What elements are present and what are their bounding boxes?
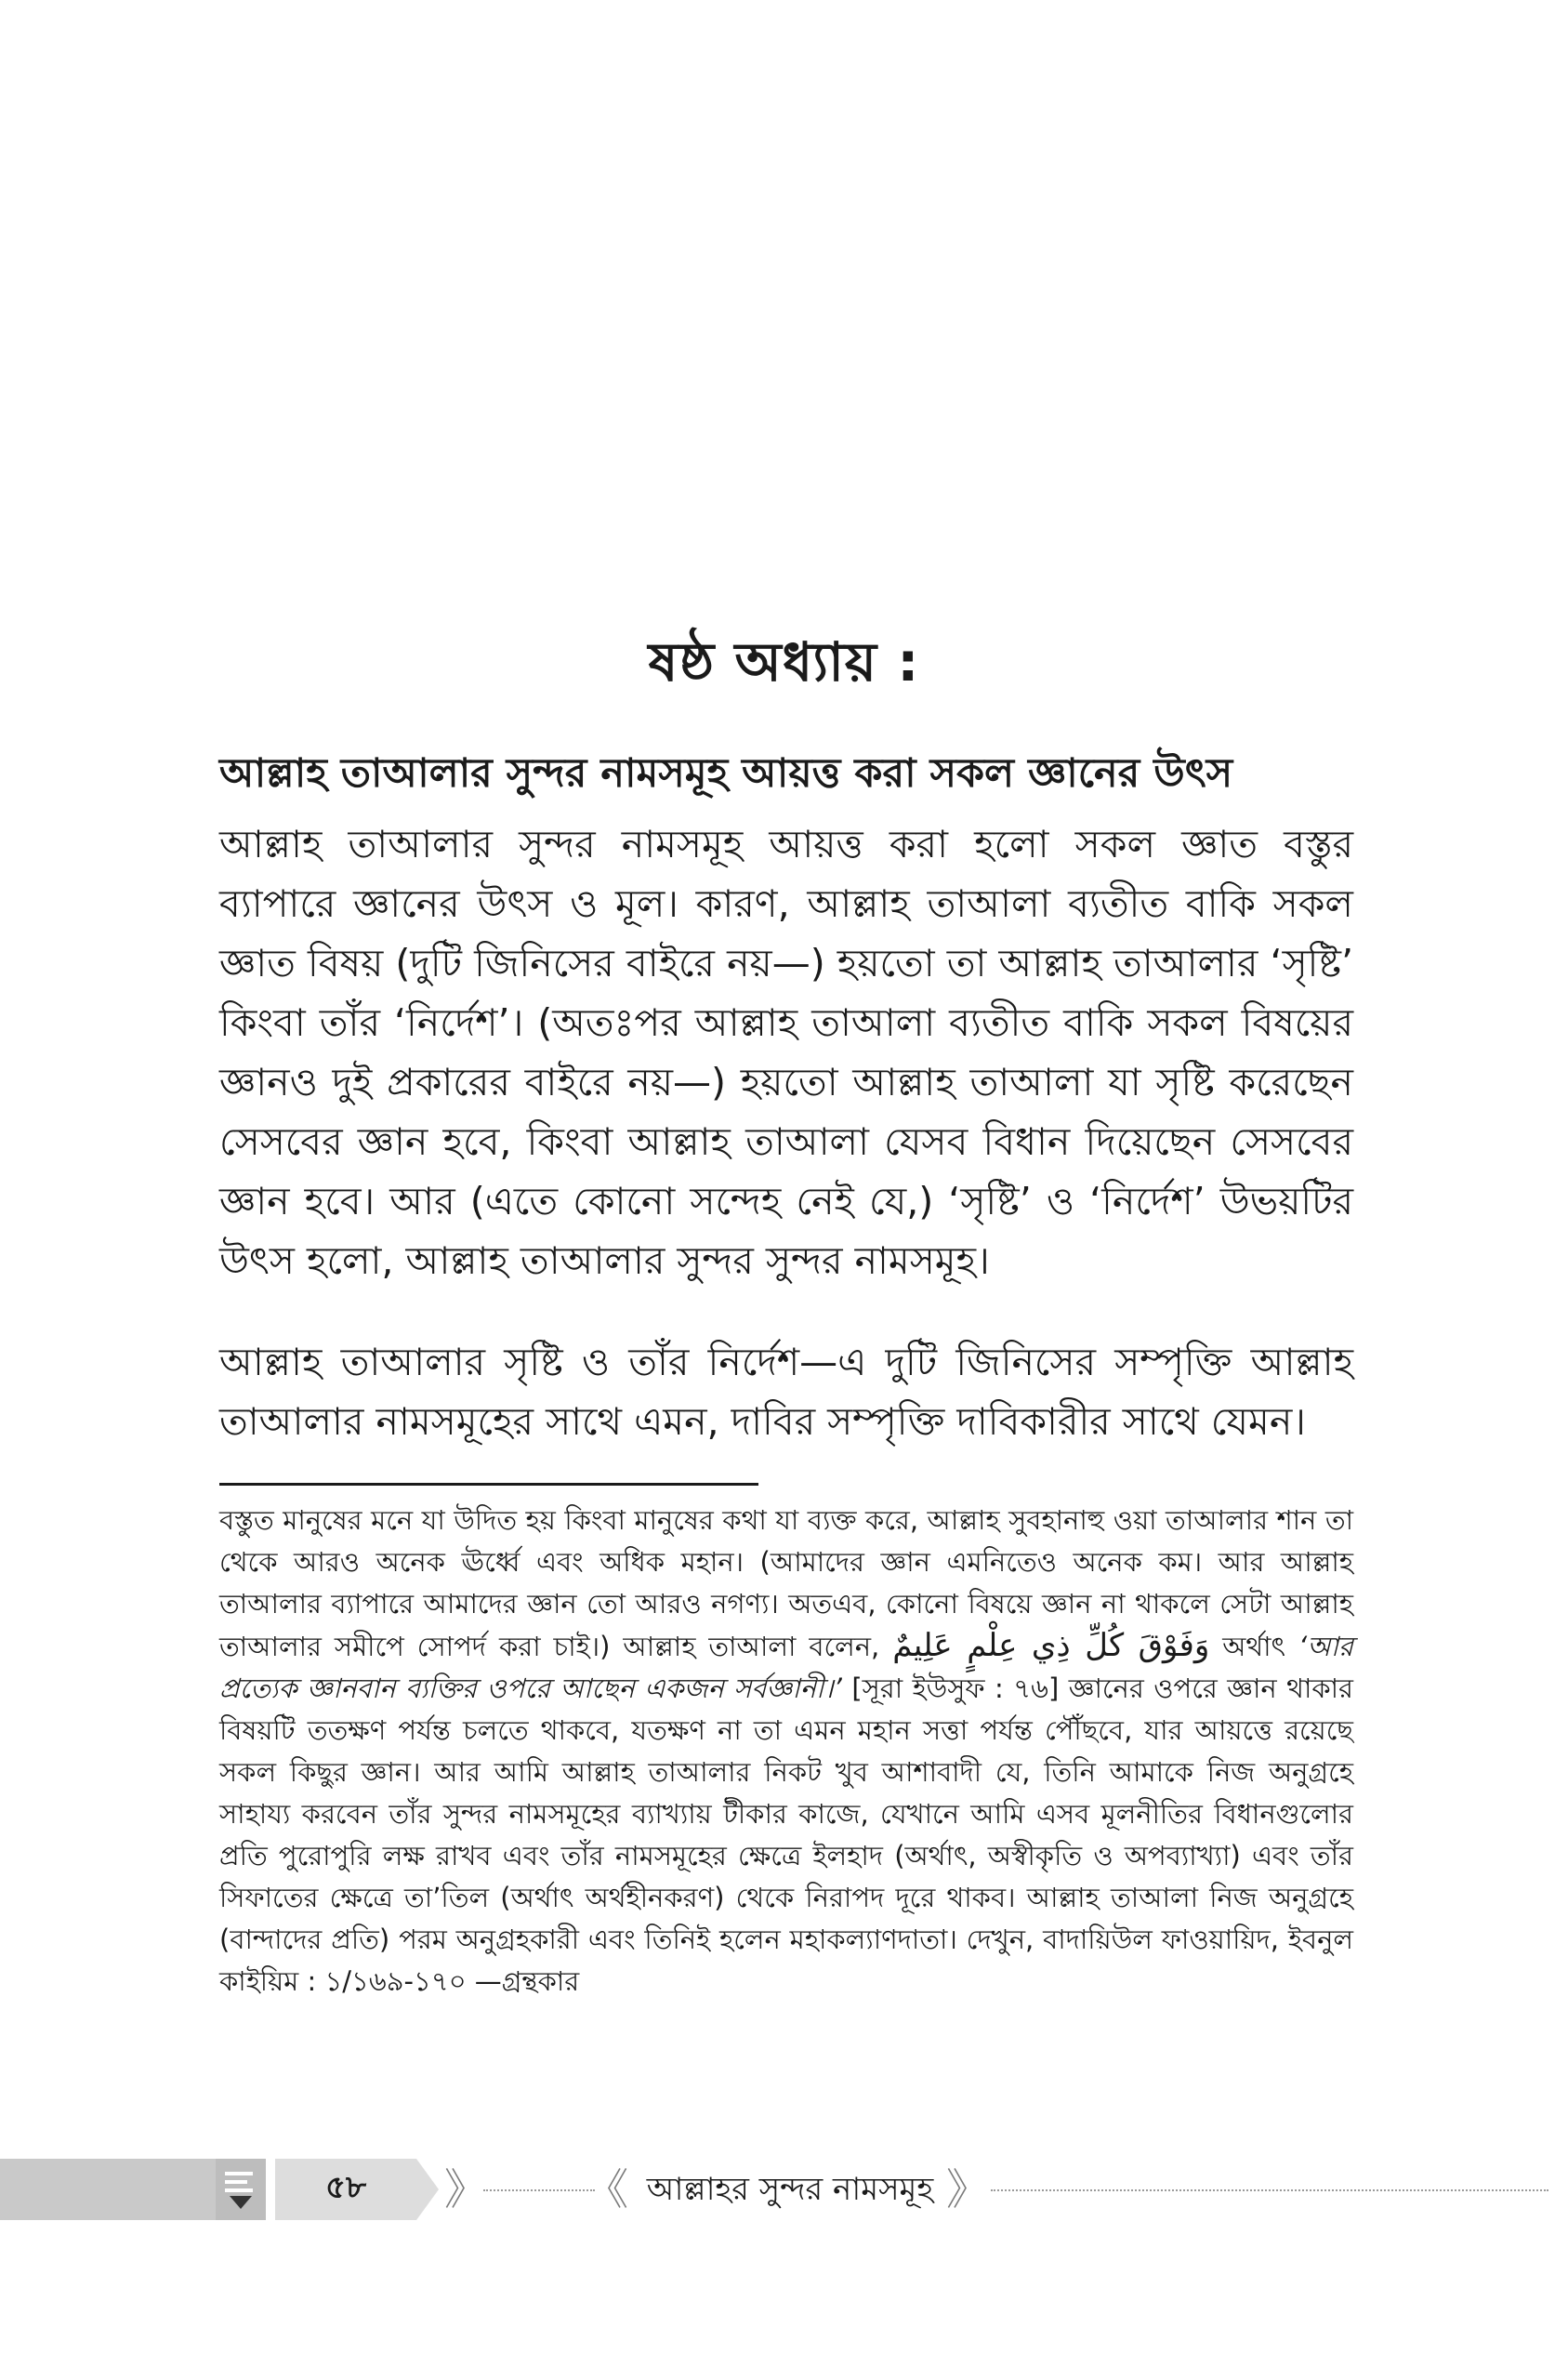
footnote-arabic-verse: وَفَوْقَ كُلِّ ذِي عِلْمٍ عَلِيمٌ [892,1627,1210,1664]
footer-dotted-line-right [991,2189,1548,2191]
footer-chevron-left-icon: 《 [586,2164,628,2215]
page-tag-arrow [416,2159,439,2220]
menu-arrow-icon [222,2166,259,2213]
footer-icon-box [216,2159,266,2220]
footnote-text-2: অর্থাৎ [1222,1631,1286,1662]
body-paragraph-2: আল্লাহ তাআলার সৃষ্টি ও তাঁর নির্দেশ—এ দুটি জিনিসের সম্পৃক্তি আল্লাহ তাআলার নামসমূহের সাথে এমন, দাবির সম্পৃক্তি দাবিকারীর সাথে যেমন। [219,1340,1353,1444]
footnote-text-1: বস্তুত মানুষের মনে যা উদিত হয় কিংবা মানুষের কথা যা ব্যক্ত করে, আল্লাহ সুবহানাহু ওয়া তাআলার শান তা থেকে আরও অনেক ঊর্ধ্বে এবং অধিক মহান। (আমাদের জ্ঞান এমনিতেও অনেক কম। আর আল্লাহ তাআলার ব্যাপারে আমাদের জ্ঞান তো আরও নগণ্য। অতএব, কোনো বিষয়ে জ্ঞান না থাকলে সেটা আল্লাহ তাআলার সমীপে সোপর্দ করা চাই।) আল্লাহ তাআলা বলেন, [219,1504,1353,1662]
footer-book-title: আল্লাহর সুন্দর নামসমূহ [646,2171,934,2208]
footnote-divider [219,1483,758,1486]
footer-dotted-line-left [483,2189,595,2191]
footer-chevron-right-icon: 》 [946,2164,989,2215]
footnote [219,1500,1353,2003]
footer-band [0,2159,216,2220]
footnote-verse-translation: ‘আর প্রত্যেক জ্ঞানবান ব্যক্তির ওপরে আছেন একজন সর্বজ্ঞানী।’ [219,1631,1354,1704]
footer-arrow-right-icon: 》 [444,2164,487,2215]
section-heading: আল্লাহ তাআলার সুন্দর নামসমূহ আয়ত্ত করা সকল জ্ঞানের উৎস [219,750,1233,797]
footnote-text-3: [সূরা ইউসুফ : ৭৬] জ্ঞানের ওপরে জ্ঞান থাকার বিষয়টি ততক্ষণ পর্যন্ত চলতে থাকবে, যতক্ষণ না তা এমন মহান সত্তা পর্যন্ত পৌঁছবে, যার আয়ত্তে রয়েছে সকল কিছুর জ্ঞান। আর আমি আল্লাহ তাআলার নিকট খুব আশাবাদী যে, তিনি আমাকে নিজ অনুগ্রহে সাহায্য করবেন তাঁর সুন্দর নামসমূহের ব্যাখ্যায় টীকার কাজে, যেখানে আমি এসব মূলনীতির বিধানগুলোর প্রতি পুরোপুরি লক্ষ রাখব এবং তাঁর নামসমূহের ক্ষেত্রে ইলহাদ (অর্থাৎ, অস্বীকৃতি ও অপব্যাখ্যা) এবং তাঁর সিফাতের ক্ষেত্রে তা’তিল (অর্থাৎ অর্থহীনকরণ) থেকে নিরাপদ দূরে থাকব। আল্লাহ তাআলা নিজ অনুগ্রহে (বান্দাদের প্রতি) পরম অনুগ্রহকারী এবং তিনিই হলেন মহাকল্যাণদাতা। দেখুন, বাদায়িউল ফাওয়ায়িদ, ইবনুল কাইয়িম : ১/১৬৯-১৭০ —গ্রন্থকার [219,1673,1353,1997]
chapter-title: ষষ্ঠ অধ্যায় : [648,630,920,694]
body-paragraph-1: আল্লাহ তাআলার সুন্দর নামসমূহ আয়ত্ত করা হলো সকল জ্ঞাত বস্তুর ব্যাপারে জ্ঞানের উৎস ও মূল। কারণ, আল্লাহ তাআলা ব্যতীত বাকি সকল জ্ঞাত বিষয় (দুটি জিনিসের বাইরে নয়—) হয়তো তা আল্লাহ তাআলার ‘সৃষ্টি’ কিংবা তাঁর ‘নির্দেশ’। (অতঃপর আল্লাহ তাআলা ব্যতীত বাকি সকল বিষয়ের জ্ঞানও দুই প্রকারের বাইরে নয়—) হয়তো আল্লাহ তাআলা যা সৃষ্টি করেছেন সেসবের জ্ঞান হবে, কিংবা আল্লাহ তাআলা যেসব বিধান দিয়েছেন সেসবের জ্ঞান হবে। আর (এতে কোনো সন্দেহ নেই যে,) ‘সৃষ্টি’ ও ‘নির্দেশ’ উভয়টির উৎস হলো, আল্লাহ তাআলার সুন্দর সুন্দর নামসমূহ। [219,822,1353,1283]
page-number: ৫৮ [275,2159,416,2220]
